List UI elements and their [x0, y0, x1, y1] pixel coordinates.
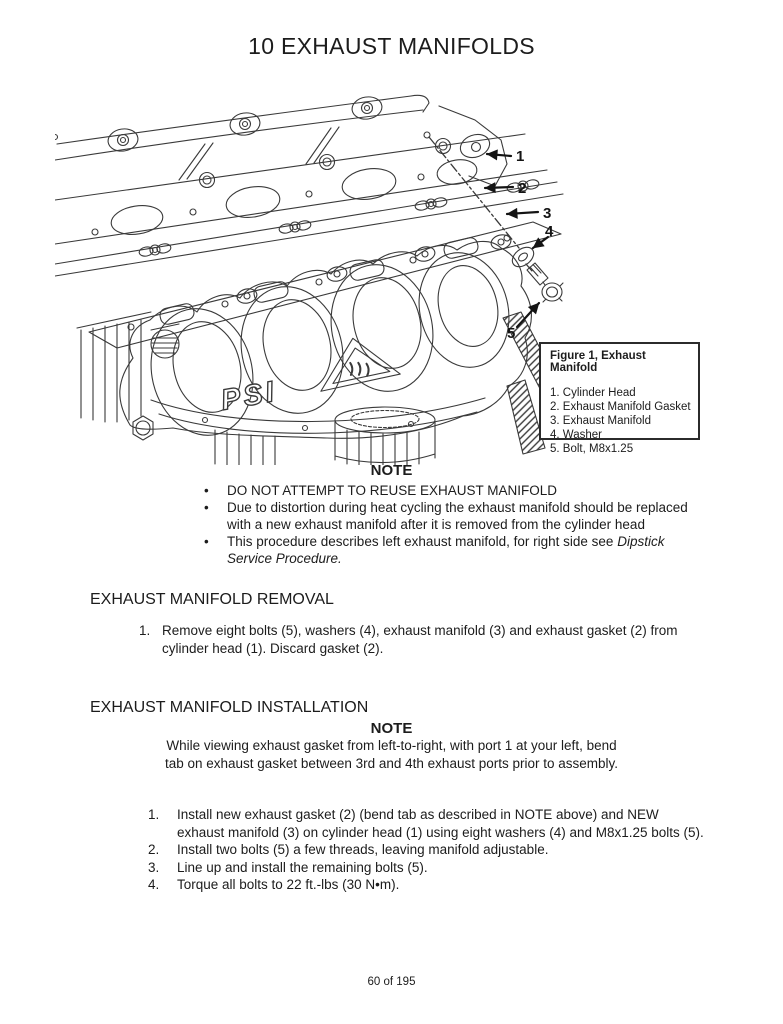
installation-note-line-2: tab on exhaust gasket between 3rd and 4th exhaust ports prior to assembly.	[164, 755, 619, 771]
legend-item-3: 3. Exhaust Manifold	[550, 415, 652, 427]
bolt-drawing	[527, 263, 563, 302]
callout-1-label: 1	[516, 148, 525, 165]
note-heading: NOTE	[370, 462, 413, 479]
legend-item-5: 5. Bolt, M8x1.25	[550, 443, 634, 455]
note-bullet-3-italic-text: Dipstick Service Procedure.	[227, 534, 665, 566]
psi-logo	[314, 332, 401, 391]
note-bullet-2-text: Due to distortion during heat cycling the exhaust manifold should be replaced with a new exhaust manifold after it is removed from the cylinder head	[227, 500, 688, 532]
callout-2-arrow	[485, 187, 513, 188]
removal-steps-list	[139, 622, 699, 657]
callout-5-label: 5	[507, 325, 516, 342]
installation-note-heading: NOTE	[370, 720, 413, 737]
note-bullet-1-text: DO NOT ATTEMPT TO REUSE EXHAUST MANIFOLD	[227, 483, 558, 498]
section-heading-removal: EXHAUST MANIFOLD REMOVAL	[90, 591, 334, 608]
head-rail-drawing	[55, 179, 563, 276]
note-bullet-2	[197, 499, 689, 533]
removal-step-1: Remove eight bolts (5), washers (4), exhaust manifold (3) and exhaust gasket (2) from cylinder head (1). Discard gasket (2).	[162, 623, 678, 656]
note-bullet-3-text: This procedure describes left exhaust manifold, for right side see	[227, 534, 614, 549]
callout-arrows	[485, 154, 548, 327]
callout-4-label: 4	[545, 223, 554, 240]
manifold-drawing	[120, 233, 532, 446]
installation-step-2: Install two bolts (5) a few threads, leaving manifold adjustable.	[177, 842, 549, 857]
installation-step-1: Install new exhaust gasket (2) (bend tab as described in NOTE above) and NEW exhaust manifold (3) on cylinder head (1) using eight washers (4) and M8x1.25 bolts (5).	[177, 807, 704, 840]
installation-steps-list	[148, 806, 708, 894]
legend-item-1: 1. Cylinder Head	[550, 387, 636, 399]
installation-note-line-1: While viewing exhaust gasket from left-to-right, with port 1 at your left, bend	[166, 738, 617, 753]
note-bullet-list	[197, 482, 689, 567]
figure-1-diagram	[55, 80, 590, 465]
callout-3-arrow	[507, 212, 538, 214]
installation-note-block	[0, 720, 783, 772]
valve-cover-drawing	[55, 95, 429, 180]
figure-legend-items	[550, 386, 694, 456]
figure-legend-title: Figure 1, Exhaust Manifold	[550, 350, 646, 374]
figure-legend-box	[539, 342, 700, 455]
note-bullet-3	[197, 533, 689, 567]
legend-item-2: 2. Exhaust Manifold Gasket	[550, 401, 691, 413]
psi-logo-text: PSI	[218, 375, 280, 417]
engine-diagram	[55, 80, 590, 465]
page-footer: 60 of 195	[367, 976, 416, 988]
legend-item-4: 4. Washer	[550, 429, 602, 441]
installation-step-4: Torque all bolts to 22 ft.-lbs (30 N•m).	[177, 877, 400, 892]
page-title: 10 EXHAUST MANIFOLDS	[248, 33, 535, 59]
callout-3-label: 3	[543, 205, 552, 222]
note-bullet-1	[197, 482, 689, 499]
callout-2-label: 2	[518, 180, 527, 197]
section-heading-installation: EXHAUST MANIFOLD INSTALLATION	[90, 699, 369, 716]
installation-step-3: Line up and install the remaining bolts (5).	[177, 859, 428, 875]
callout-1-arrow	[487, 154, 511, 156]
note-block	[0, 462, 783, 567]
